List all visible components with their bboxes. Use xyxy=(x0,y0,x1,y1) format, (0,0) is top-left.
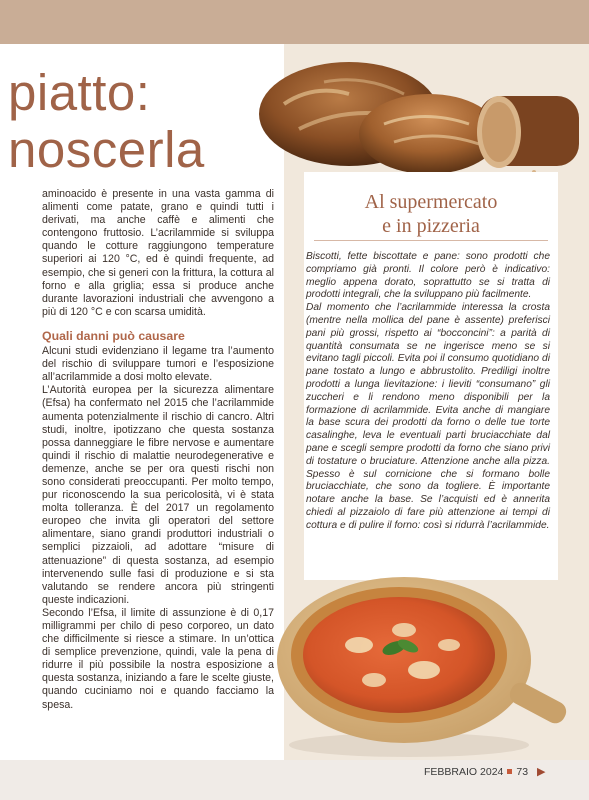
sidebar-box-text xyxy=(306,251,550,533)
top-color-band xyxy=(0,0,589,44)
page-title-line-1: piatto: xyxy=(8,64,151,121)
paragraph-1: Alcuni studi evidenziano il legame tra l’aumento del rischio di sviluppare tumori e l’esposizione all’acrilammide a dosi molto elevate. xyxy=(42,345,274,384)
issue-date: FEBBRAIO 2024 xyxy=(424,766,504,778)
footer-page-info xyxy=(424,766,528,778)
paragraph-3: Secondo l’Efsa, il limite di assunzione è di 0,17 milligrammi per chilo di peso corporeo, un dato che difficilmente si riesce a stimare. In un’ottica di semplice prevenzione, quindi, vale la pena di ridurre il più possibile la nostra esposizione a questa sostanza, iniziando a fare le scelte giuste, quando cuciniamo noi e quando facciamo la spesa. xyxy=(42,606,274,711)
bread-image xyxy=(254,54,589,184)
triangle-right-icon[interactable]: ▶ xyxy=(537,766,546,778)
page-title xyxy=(8,64,205,178)
sidebar-box-divider xyxy=(314,240,548,241)
intro-paragraph: aminoacido è presente in una vasta gamma di alimenti come patate, grano e quindi tutti i derivati, ma anche caffè e alimenti che contengono fruttosio. L’acrilammide si sviluppa quando le cotture raggiungono temperature superiori ai 120 °C, ed è quindi frequente, ad esempio, che si generi con la frittura, la cottura al forno e alla griglia; essa si produce anche durante lavorazioni industriali che avvengono a più di 120 °C e con scarsa umidità. xyxy=(42,188,274,318)
page-title-line-2: noscerla xyxy=(8,121,205,178)
paragraph-2: L’Autorità europea per la sicurezza alimentare (Efsa) ha confermato nel 2015 che l’acrilammide aumenta potenzialmente il rischio di cancro. Altri studi, inoltre, ipotizzano che questa sostanza possa danneggiare le fibre nervose e aumentare quindi il rischio di malattie neurodegenerative e demenze, anche se per ora questi rischi non sono considerati preoccupanti. Per molto tempo, pur riconoscendo la sua pericolosità, vi è stata molta tolleranza. È del 2017 un regolamento europeo che invita gli operatori del settore alimentare, siano grandi produttori industriali o semplici pizzaioli, ad adottare “misure di attenuazione” di questa sostanza, ad esempio intervenendo sulle fasi di produzione e si sta valutando se rendere ancora più stringenti queste indicazioni. xyxy=(42,384,274,606)
sidebar-box-title-line-1: Al supermercato xyxy=(364,191,498,213)
section-heading: Quali danni può causare xyxy=(42,328,185,343)
sidebar-box-title-line-2: e in pizzeria xyxy=(382,215,480,237)
page-number: 73 xyxy=(516,766,529,778)
sidebar-box-title xyxy=(304,190,558,238)
sidebar-paragraph-2: Dal momento che l’acrilammide interessa la crosta (mentre nella mollica del pane è assente) preferisci pani più grossi, rispetto ai “bocconcini”: a parità di quantità consumata se ne ingerisce meno se si evitano tagli piccoli. Evita poi il consumo quotidiano di pane tostato a lungo e abbrustolito. Prediligi inoltre prodotti a lunga lievitazione: i lieviti “consumano” gli zuccheri e li rendono meno disponibili per la formazione di acrilammide. Evita anche di mangiare la base scura dei prodotti da forno o delle tue torte casalinghe, leva le eventuali parti bruciacchiate dal pane e scegli sempre prodotti da forno che siano privi di tostature o bruciature. Attenzione anche alla pizza. Spesso è sul cornicione che si formano bolle bruciacchiate, che sono da togliere. È importante notare anche la base. Se l’acquisti ed è annerita chiedi al pizzaiolo di fare più attenzione ai tempi di cottura e di pulire il forno: così si ridurrà l’acrilammide. xyxy=(306,302,550,531)
pizza-image xyxy=(274,560,574,760)
sidebar-paragraph-1: Biscotti, fette biscottate e pane: sono prodotti che compriamo già pronti. Il colore però è indicativo: meglio appena dorato, soprattutto se si tratta di prodotti integrali, che la sviluppano più facilmente. xyxy=(306,251,550,301)
article-left-column xyxy=(42,188,274,712)
separator-square-icon xyxy=(507,769,512,774)
